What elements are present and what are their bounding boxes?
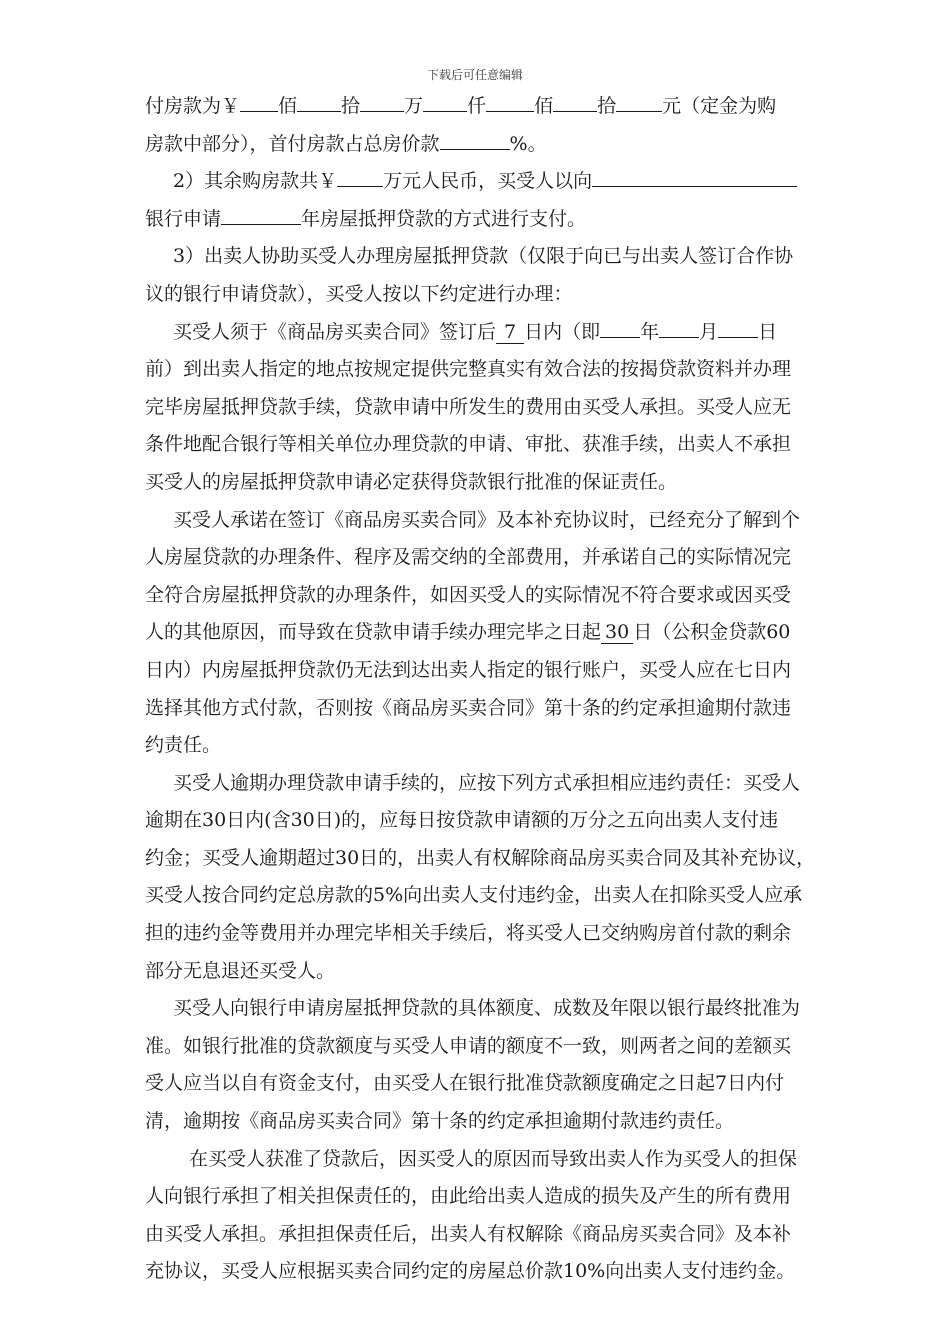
- text-segment: 年房屋抵押贷款的方式进行支付。: [301, 207, 587, 230]
- filled-field[interactable]: 7: [496, 321, 524, 344]
- text-line: 买受人逾期办理贷款申请手续的，应按下列方式承担相应违约责任：买受人: [173, 771, 801, 794]
- blank-field[interactable]: [297, 91, 341, 112]
- text-segment: 月: [699, 320, 719, 343]
- blank-field[interactable]: [221, 204, 301, 225]
- text-segment: 日: [758, 320, 778, 343]
- text-line: 人房屋贷款的办理条件、程序及需交纳的全部费用，并承诺自己的实际情况完: [145, 546, 792, 569]
- text-segment: %。: [509, 132, 547, 155]
- text-segment: 佰: [534, 95, 554, 117]
- text-line: [145, 314, 815, 352]
- text-line: 逾期在30日内(含30日)的，应每日按贷款申请额的万分之五向出卖人支付违: [145, 809, 779, 832]
- blank-field[interactable]: [553, 91, 597, 112]
- blank-field[interactable]: [440, 129, 510, 150]
- text-line: 全符合房屋抵押贷款的办理条件，如因买受人的实际情况不符合要求或因买受: [145, 583, 792, 606]
- text-line: 条件地配合银行等相关单位办理贷款的申请、审批、获准手续，出卖人不承担: [145, 433, 792, 456]
- text-line: 日内）内房屋抵押贷款仍无法到达出卖人指定的银行账户，买受人应在七日内: [145, 658, 792, 681]
- text-segment: 元（定金为购: [662, 95, 777, 117]
- text-segment: 仟: [467, 95, 487, 117]
- text-line: 前）到出卖人指定的地点按规定提供完整真实有效合法的按揭贷款资料并办理: [145, 358, 792, 381]
- page-header: 下载后可任意编辑: [426, 68, 523, 82]
- text-segment: 付房款为￥: [145, 95, 241, 117]
- blank-field[interactable]: [659, 317, 699, 338]
- text-line: [145, 614, 815, 652]
- text-line: [145, 88, 815, 126]
- text-segment: 2）其余购房款共￥: [173, 170, 338, 193]
- text-line: [145, 126, 815, 164]
- text-line: [145, 201, 815, 239]
- text-segment: 拾: [341, 95, 361, 117]
- text-line: [145, 163, 815, 201]
- text-line: 清，逾期按《商品房买卖合同》第十条的约定承担逾期付款违约责任。: [145, 1110, 735, 1133]
- blank-field[interactable]: [337, 166, 383, 187]
- text-line: 在买受人获准了贷款后，因买受人的原因而导致出卖人作为买受人的担保: [189, 1147, 798, 1170]
- text-line: 担的违约金等费用并办理完毕相关手续后，将买受人已交纳购房首付款的剩余: [145, 922, 792, 945]
- text-segment: 万: [404, 95, 424, 117]
- text-line: 完毕房屋抵押贷款手续，贷款申请中所发生的费用由买受人承担。买受人应无: [145, 395, 792, 418]
- text-segment: 人的其他原因，而导致在贷款申请手续办理完毕之日起: [145, 621, 602, 644]
- text-line: 受人应当以自有资金支付，由买受人在银行批准贷款额度确定之日起7日内付: [145, 1072, 785, 1095]
- text-line: 约金；买受人逾期超过30日的，出卖人有权解除商品房买卖合同及其补充协议，: [145, 846, 816, 869]
- blank-field[interactable]: [616, 91, 662, 112]
- text-line: 部分无息退还买受人。: [145, 959, 336, 982]
- text-segment: 佰: [278, 95, 298, 117]
- text-line: 买受人的房屋抵押贷款申请必定获得贷款银行批准的保证责任。: [145, 470, 678, 493]
- text-line: 充协议，买受人应根据买卖合同约定的房屋总价款10%向出卖人支付违约金。: [145, 1260, 796, 1283]
- text-segment: 日内（即: [524, 320, 601, 343]
- text-line: 由买受人承担。承担担保责任后，出卖人有权解除《商品房买卖合同》及本补: [145, 1222, 792, 1245]
- blank-field[interactable]: [486, 91, 534, 112]
- text-segment: 买受人须于《商品房买卖合同》签订后: [173, 320, 497, 343]
- blank-field[interactable]: [600, 317, 640, 338]
- text-segment: 拾: [597, 95, 617, 117]
- text-line: 选择其他方式付款，否则按《商品房买卖合同》第十条的约定承担逾期付款违: [145, 696, 792, 719]
- text-line: 3）出卖人协助买受人办理房屋抵押贷款（仅限于向已与出卖人签订合作协: [173, 245, 794, 268]
- text-segment: 日（公积金贷款60: [633, 621, 791, 644]
- text-line: 买受人按合同约定总房款的5%向出卖人支付违约金，出卖人在扣除买受人应承: [145, 884, 803, 907]
- text-segment: 房款中部分），首付房款占总房价款: [145, 132, 440, 155]
- blank-field[interactable]: [592, 166, 797, 187]
- text-segment: 年: [640, 320, 660, 343]
- contract-body: [145, 88, 815, 1291]
- text-line: 买受人承诺在签订《商品房买卖合同》及本补充协议时，已经充分了解到个: [173, 508, 801, 531]
- text-segment: 万元人民币，买受人以向: [383, 170, 593, 193]
- filled-field[interactable]: 30: [601, 621, 633, 644]
- text-line: 议的银行申请贷款），买受人按以下约定进行办理：: [145, 282, 573, 305]
- text-segment: 银行申请: [145, 207, 222, 230]
- blank-field[interactable]: [240, 91, 278, 112]
- text-line: 准。如银行批准的贷款额度与买受人申请的额度不一致，则两者之间的差额买: [145, 1034, 792, 1057]
- blank-field[interactable]: [718, 317, 758, 338]
- text-line: 约责任。: [145, 734, 222, 757]
- text-line: 买受人向银行申请房屋抵押贷款的具体额度、成数及年限以银行最终批准为: [173, 997, 801, 1020]
- blank-field[interactable]: [423, 91, 467, 112]
- blank-field[interactable]: [360, 91, 404, 112]
- text-line: 人向银行承担了相关担保责任的，由此给出卖人造成的损失及产生的所有费用: [145, 1185, 792, 1208]
